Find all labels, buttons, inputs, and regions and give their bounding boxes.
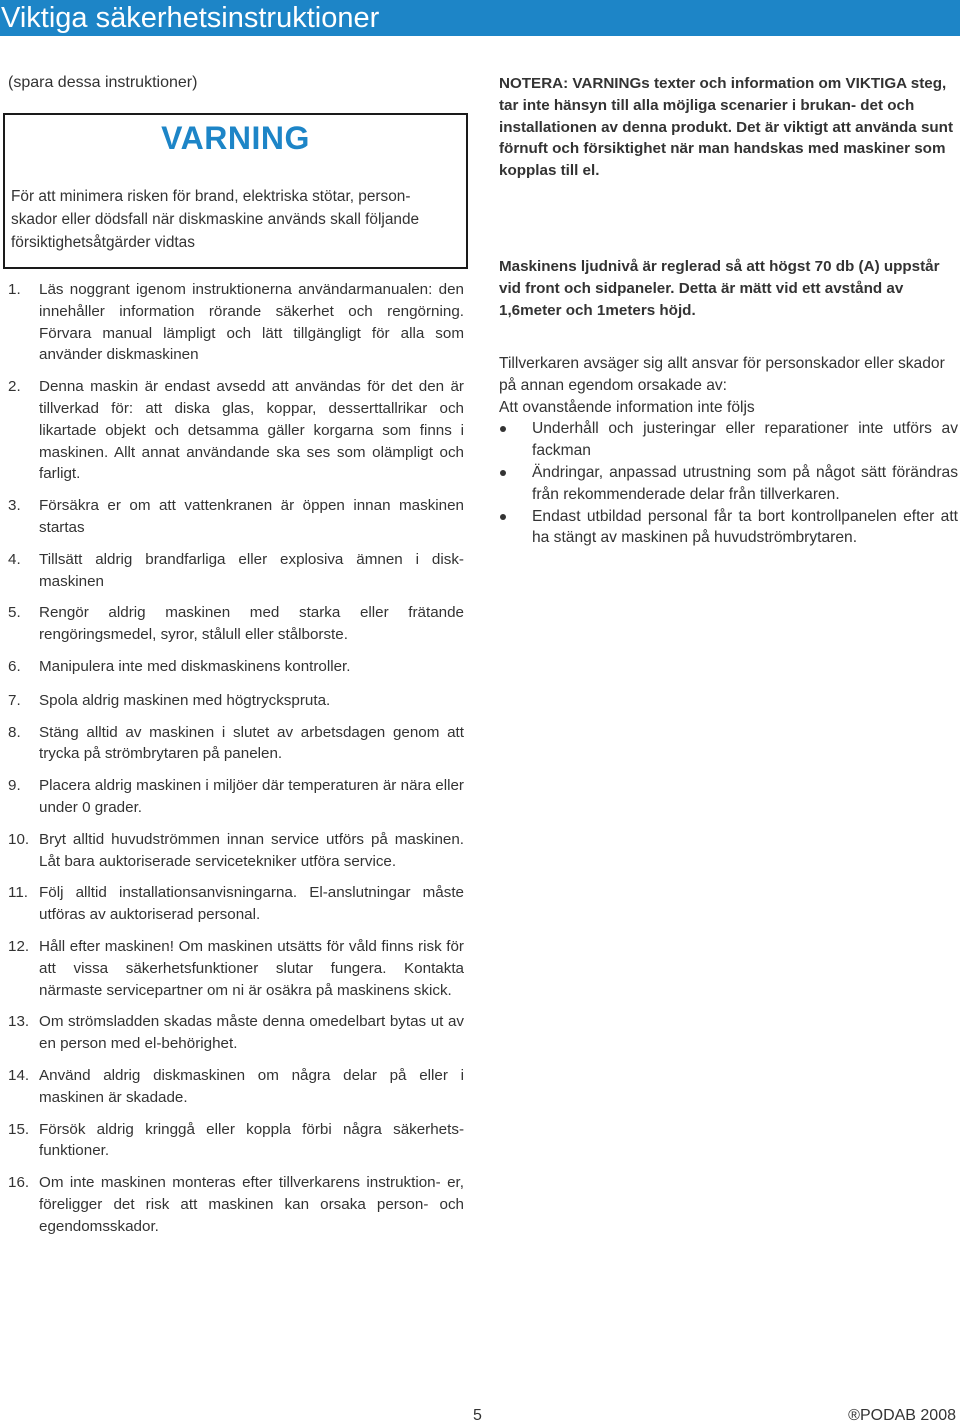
- instruction-number: 5.: [8, 604, 21, 622]
- note-paragraph: NOTERA: VARNINGs texter och information om VIKTIGA steg, tar inte hänsyn till alla möjliga scenarier i brukan- det och installationen av denna produkt. Det är viktigt att använda sunt förnuft och försiktighet när man handskas med maskiner som kopplas till el.: [499, 75, 954, 180]
- instruction-number: 3.: [8, 497, 21, 515]
- bullet-dot-icon: [500, 514, 506, 520]
- instruction-text: Rengör aldrig maskinen med starka eller frätande rengöringsmedel, syror, stålull eller stålborste.: [39, 604, 464, 644]
- instruction-item: [8, 829, 464, 873]
- page-number: 5: [473, 1407, 482, 1424]
- instruction-text: Spola aldrig maskinen med högtryckspruta.: [39, 691, 331, 709]
- instruction-number: 9.: [8, 777, 21, 795]
- instruction-number: 13.: [8, 1013, 30, 1031]
- warning-text: För att minimera risken för brand, elektriska stötar, person- skador eller dödsfall när diskmaskine används skall följande försiktighetsåtgärder vidtas: [11, 188, 420, 251]
- disclaimer-bullet-text: Endast utbildad personal får ta bort kontrollpanelen efter att ha stängt av maskinen på huvudströmbrytaren.: [532, 507, 958, 547]
- instruction-item: [8, 882, 464, 926]
- instruction-item: [8, 602, 464, 646]
- instruction-number: 16.: [8, 1174, 30, 1192]
- instruction-item: [8, 690, 464, 712]
- instruction-text: Läs noggrant igenom instruktionerna användarmanualen: den innehåller information rörande säkerhet och rengörning. Förvara manual lämpligt och lätt tillgängligt för alla som använder diskmaskinen: [39, 281, 464, 364]
- disclaimer-bullet-text: Underhåll och justeringar eller reparationer inte utförs av fackman: [532, 420, 958, 460]
- instruction-text: Om inte maskinen monteras efter tillverkarens instruktion- er, föreligger det risk att maskinen kan orsaka person- och egendomsskador.: [39, 1174, 464, 1235]
- instruction-item: [8, 1065, 464, 1109]
- instruction-number: 10.: [8, 830, 30, 848]
- disclaimer-bullet: [499, 418, 958, 462]
- instruction-number: 12.: [8, 937, 30, 955]
- disclaimer-section: [499, 353, 958, 549]
- instruction-text: Använd aldrig diskmaskinen om några delar på eller i maskinen är skadade.: [39, 1066, 464, 1106]
- copyright: ®PODAB 2008: [848, 1407, 956, 1424]
- instruction-text: Försök aldrig kringgå eller koppla förbi några säkerhets- funktioner.: [39, 1120, 464, 1160]
- instruction-item: [8, 656, 464, 678]
- instruction-item: [8, 936, 464, 1001]
- instruction-item: [8, 1172, 464, 1237]
- disclaimer-bullet-text: Ändringar, anpassad utrustning som på något sätt förändras från rekommenderade delar från tillverkaren.: [532, 463, 958, 503]
- instruction-text: Följ alltid installationsanvisningarna. El-anslutningar måste utföras av auktoriserad personal.: [39, 884, 464, 924]
- instruction-number: 4.: [8, 550, 21, 568]
- instruction-number: 7.: [8, 691, 21, 709]
- instruction-text: Bryt alltid huvudströmmen innan service utförs på maskinen. Låt bara auktoriserade servicetekniker utföra service.: [39, 830, 464, 870]
- instruction-item: [8, 376, 464, 485]
- page-title: Viktiga säkerhetsinstruktioner: [0, 0, 960, 36]
- instruction-number: 15.: [8, 1120, 30, 1138]
- instruction-number: 2.: [8, 378, 21, 396]
- disclaimer-bullet-list: [499, 418, 958, 549]
- instruction-number: 11.: [8, 884, 28, 902]
- disclaimer-bullet: [499, 506, 958, 550]
- instruction-number: 8.: [8, 723, 21, 741]
- bullet-dot-icon: [500, 426, 506, 432]
- instruction-text: Stäng alltid av maskinen i slutet av arbetsdagen genom att trycka på strömbrytaren på panelen.: [39, 723, 464, 763]
- disclaimer-condition: Att ovanstående information inte följs: [499, 398, 755, 416]
- disclaimer-bullet: [499, 462, 958, 506]
- instruction-text: Denna maskin är endast avsedd att användas för det den är tillverkad för: att diska glas, koppar, desserttallrikar och likartade objekt och detsamma gäller korgarna som finns i maskinen. Allt annat användande ska ses som olämpligt och farligt.: [39, 378, 464, 483]
- instruction-text: Försäkra er om att vattenkranen är öppen innan maskinen startas: [39, 497, 464, 536]
- instruction-text: Tillsätt aldrig brandfarliga eller explosiva ämnen i disk- maskinen: [39, 550, 464, 590]
- warning-heading: VARNING: [161, 120, 310, 156]
- instruction-text: Om strömsladden skadas måste denna omedelbart bytas ut av en person med el-behörighet.: [39, 1013, 464, 1053]
- subtitle: (spara dessa instruktioner): [8, 74, 198, 91]
- warning-box: [3, 113, 468, 269]
- instruction-text: Håll efter maskinen! Om maskinen utsätts för våld finns risk för att vissa säkerhetsfunktioner slutar fungera. Kontakta närmaste servicepartner om ni är osäkra på maskinens skick.: [39, 937, 464, 999]
- instruction-item: [8, 1119, 464, 1163]
- disclaimer-intro: Tillverkaren avsäger sig allt ansvar för personskador eller skador på annan egendom orsakade av:: [499, 355, 945, 394]
- instruction-item: [8, 279, 464, 366]
- instruction-number: 14.: [8, 1066, 30, 1084]
- noise-level-paragraph: Maskinens ljudnivå är reglerad så att högst 70 db (A) uppstår vid front och sidpaneler. Detta är mätt vid ett avstånd av 1,6meter och 1meters höjd.: [499, 258, 940, 319]
- instruction-item: [8, 549, 464, 593]
- instruction-text: Manipulera inte med diskmaskinens kontroller.: [39, 657, 351, 675]
- instruction-item: [8, 495, 464, 539]
- bullet-dot-icon: [500, 470, 506, 476]
- instruction-item: [8, 722, 464, 766]
- instruction-text: Placera aldrig maskinen i miljöer där temperaturen är nära eller under 0 grader.: [39, 777, 464, 816]
- instruction-item: [8, 1011, 464, 1055]
- instruction-number: 6.: [8, 657, 21, 675]
- instruction-number: 1.: [8, 281, 21, 298]
- safety-instruction-list: [8, 279, 464, 1237]
- instruction-item: [8, 775, 464, 819]
